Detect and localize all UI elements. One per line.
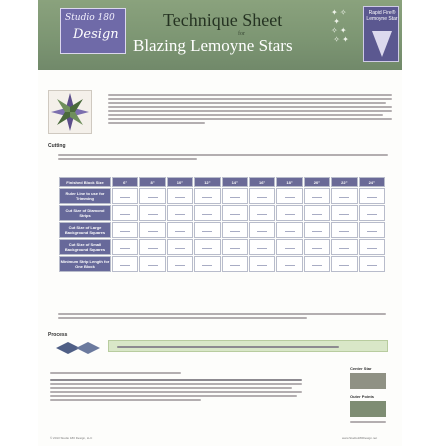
note-box [108, 340, 388, 352]
column-header: 22" [331, 177, 357, 187]
table-cell [276, 222, 302, 238]
cutting-heading: Cutting [48, 143, 66, 149]
logo-line-1: Studio 180 [65, 13, 115, 23]
table-row [59, 239, 385, 255]
table-row [59, 188, 385, 204]
table-row [59, 256, 385, 272]
column-header: 16" [249, 177, 275, 187]
column-header: Finished Block Size [59, 177, 111, 187]
table-cell [222, 222, 248, 238]
row-label: Cut Size of Large Background Squares [59, 222, 111, 238]
ruler-shape-icon [372, 31, 392, 57]
technique-sheet-page [38, 0, 402, 446]
table-cell [112, 222, 138, 238]
page-title-for: for [238, 31, 245, 37]
page-title-line-1: Technique Sheet [163, 10, 283, 30]
table-cell [139, 239, 165, 255]
column-header: 18" [276, 177, 302, 187]
row-label: Cut Size of Small Background Squares [59, 239, 111, 255]
table-cell [249, 222, 275, 238]
table-cell [194, 205, 220, 221]
table-cell [112, 188, 138, 204]
table-cell [139, 256, 165, 272]
column-header: 6" [112, 177, 138, 187]
table-cell [304, 256, 330, 272]
table-cell [194, 256, 220, 272]
table-cell [194, 239, 220, 255]
column-header: 8" [139, 177, 165, 187]
table-row [59, 205, 385, 221]
table-cell [112, 205, 138, 221]
diamond-strip-icon [56, 340, 102, 356]
intro-paragraph [108, 94, 392, 126]
column-header: 14" [222, 177, 248, 187]
column-header: 10" [167, 177, 193, 187]
table-cell [331, 256, 357, 272]
table-row [59, 222, 385, 238]
table-cell [194, 188, 220, 204]
table-cell [249, 188, 275, 204]
table-cell [167, 222, 193, 238]
decorative-stars-icon: ✦ ✧ ✦ ✧ ✦ ✧ ✦ [331, 8, 349, 44]
table-cell [331, 205, 357, 221]
table-cell [112, 256, 138, 272]
table-cell [276, 205, 302, 221]
table-cell [359, 222, 385, 238]
table-cell [249, 205, 275, 221]
lemoyne-star-quilt-icon [48, 90, 92, 134]
table-cell [304, 205, 330, 221]
table-cell [304, 222, 330, 238]
table-cell [304, 239, 330, 255]
table-cell [249, 256, 275, 272]
table-cell [222, 256, 248, 272]
process-heading: Process [48, 332, 68, 338]
table-cell [331, 222, 357, 238]
column-header: 12" [194, 177, 220, 187]
table-cell [359, 205, 385, 221]
table-cell [222, 239, 248, 255]
row-label: Cut Size of Diamond Strips [59, 205, 111, 221]
fabric-label-b: Outer Points [350, 394, 375, 399]
table-cell [167, 239, 193, 255]
fabric-label-a: Center Star [350, 366, 372, 371]
table-cell [359, 239, 385, 255]
column-header: 24" [359, 177, 385, 187]
process-steps [50, 372, 302, 403]
table-cell [167, 188, 193, 204]
header-banner [38, 0, 402, 70]
table-cell [222, 188, 248, 204]
table-cell [276, 256, 302, 272]
cutting-instructions [58, 154, 388, 162]
table-cell [194, 222, 220, 238]
table-header-row [59, 177, 385, 187]
table-cell [276, 239, 302, 255]
row-label: Ruler Line to use for Trimming [59, 188, 111, 204]
column-header: 20" [304, 177, 330, 187]
table-cell [331, 239, 357, 255]
table-cell [112, 239, 138, 255]
product-rapid-fire-box [363, 6, 399, 62]
row-label: Minimum Strip Length for One Block [59, 256, 111, 272]
cutting-table [58, 176, 386, 273]
table-cell [139, 222, 165, 238]
table-cell [139, 205, 165, 221]
table-cell [249, 239, 275, 255]
table-cell [222, 205, 248, 221]
table-cell [304, 188, 330, 204]
footer-copyright: © 2013 Studio 180 Design, LLC [50, 436, 93, 440]
table-cell [276, 188, 302, 204]
table-footnote [58, 313, 386, 321]
table-cell [359, 188, 385, 204]
studio-180-logo [60, 8, 126, 54]
table-cell [331, 188, 357, 204]
table-cell [167, 205, 193, 221]
table-cell [167, 256, 193, 272]
fabric-swatch-b [350, 401, 386, 417]
table-cell [139, 188, 165, 204]
product-name: Rapid Fire® Lemoyne Star [366, 10, 398, 22]
logo-line-2: Design [73, 27, 119, 42]
step-caption [350, 421, 386, 425]
footer-website: www.Studio180Design.net [342, 436, 378, 440]
table-cell [359, 256, 385, 272]
fabric-swatch-a [350, 373, 386, 389]
page-title-line-2: Blazing Lemoyne Stars [133, 36, 293, 55]
